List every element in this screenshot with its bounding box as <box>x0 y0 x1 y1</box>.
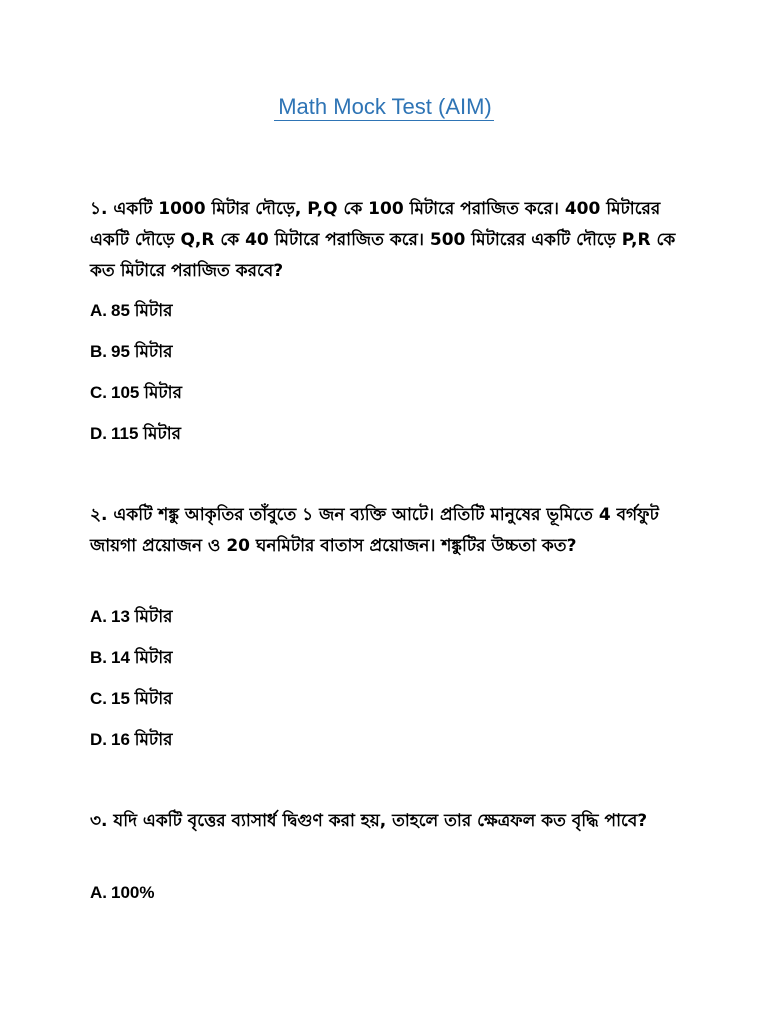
option-label: B. <box>90 648 107 667</box>
question-1-option-b <box>90 341 172 363</box>
question-2-option-c <box>90 688 172 710</box>
question-2-option-d <box>90 729 172 751</box>
question-1-option-d <box>90 423 181 445</box>
option-text: 95 মিটার <box>111 342 173 361</box>
option-label: D. <box>90 730 107 749</box>
option-text: 13 মিটার <box>111 607 173 626</box>
page-title <box>0 94 768 120</box>
option-label: B. <box>90 342 107 361</box>
option-label: A. <box>90 607 107 626</box>
question-2-option-b <box>90 647 172 669</box>
question-1-option-a <box>90 300 172 322</box>
question-2-option-a <box>90 606 172 628</box>
question-3-option-a <box>90 882 154 904</box>
page-title-text: Math Mock Test (AIM) <box>274 94 494 121</box>
question-1-text: ১. একটি 1000 মিটার দৌড়ে, P,Q কে 100 মিটারে পরাজিত করে। 400 মিটারের একটি দৌড়ে Q,R কে 40 মিটারে পরাজিত করে। 500 মিটারের একটি দৌড়ে P,R কে কত মিটারে পরাজিত করবে? <box>90 199 676 281</box>
option-label: A. <box>90 301 107 320</box>
option-label: C. <box>90 383 107 402</box>
option-text: 115 মিটার <box>111 424 181 443</box>
option-text: 15 মিটার <box>111 689 173 708</box>
option-label: A. <box>90 883 107 902</box>
option-text: 16 মিটার <box>111 730 173 749</box>
question-2-text: ২. একটি শঙ্কু আকৃতির তাঁবুতে ১ জন ব্যক্তি আটে। প্রতিটি মানুষের ভূমিতে 4 বর্গফুট জায়গা প্রয়োজন ও 20 ঘনমিটার বাতাস প্রয়োজন। শঙ্কুটির উচ্চতা কত? <box>90 505 659 556</box>
question-1-option-c <box>90 382 182 404</box>
option-text: 100% <box>111 883 155 902</box>
option-label: C. <box>90 689 107 708</box>
option-label: D. <box>90 424 107 443</box>
option-text: 85 মিটার <box>111 301 173 320</box>
option-text: 105 মিটার <box>111 383 182 402</box>
question-3-text: ৩. যদি একটি বৃত্তের ব্যাসার্ধ দ্বিগুণ করা হয়, তাহলে তার ক্ষেত্রফল কত বৃদ্ধি পাবে? <box>90 811 648 831</box>
option-text: 14 মিটার <box>111 648 173 667</box>
